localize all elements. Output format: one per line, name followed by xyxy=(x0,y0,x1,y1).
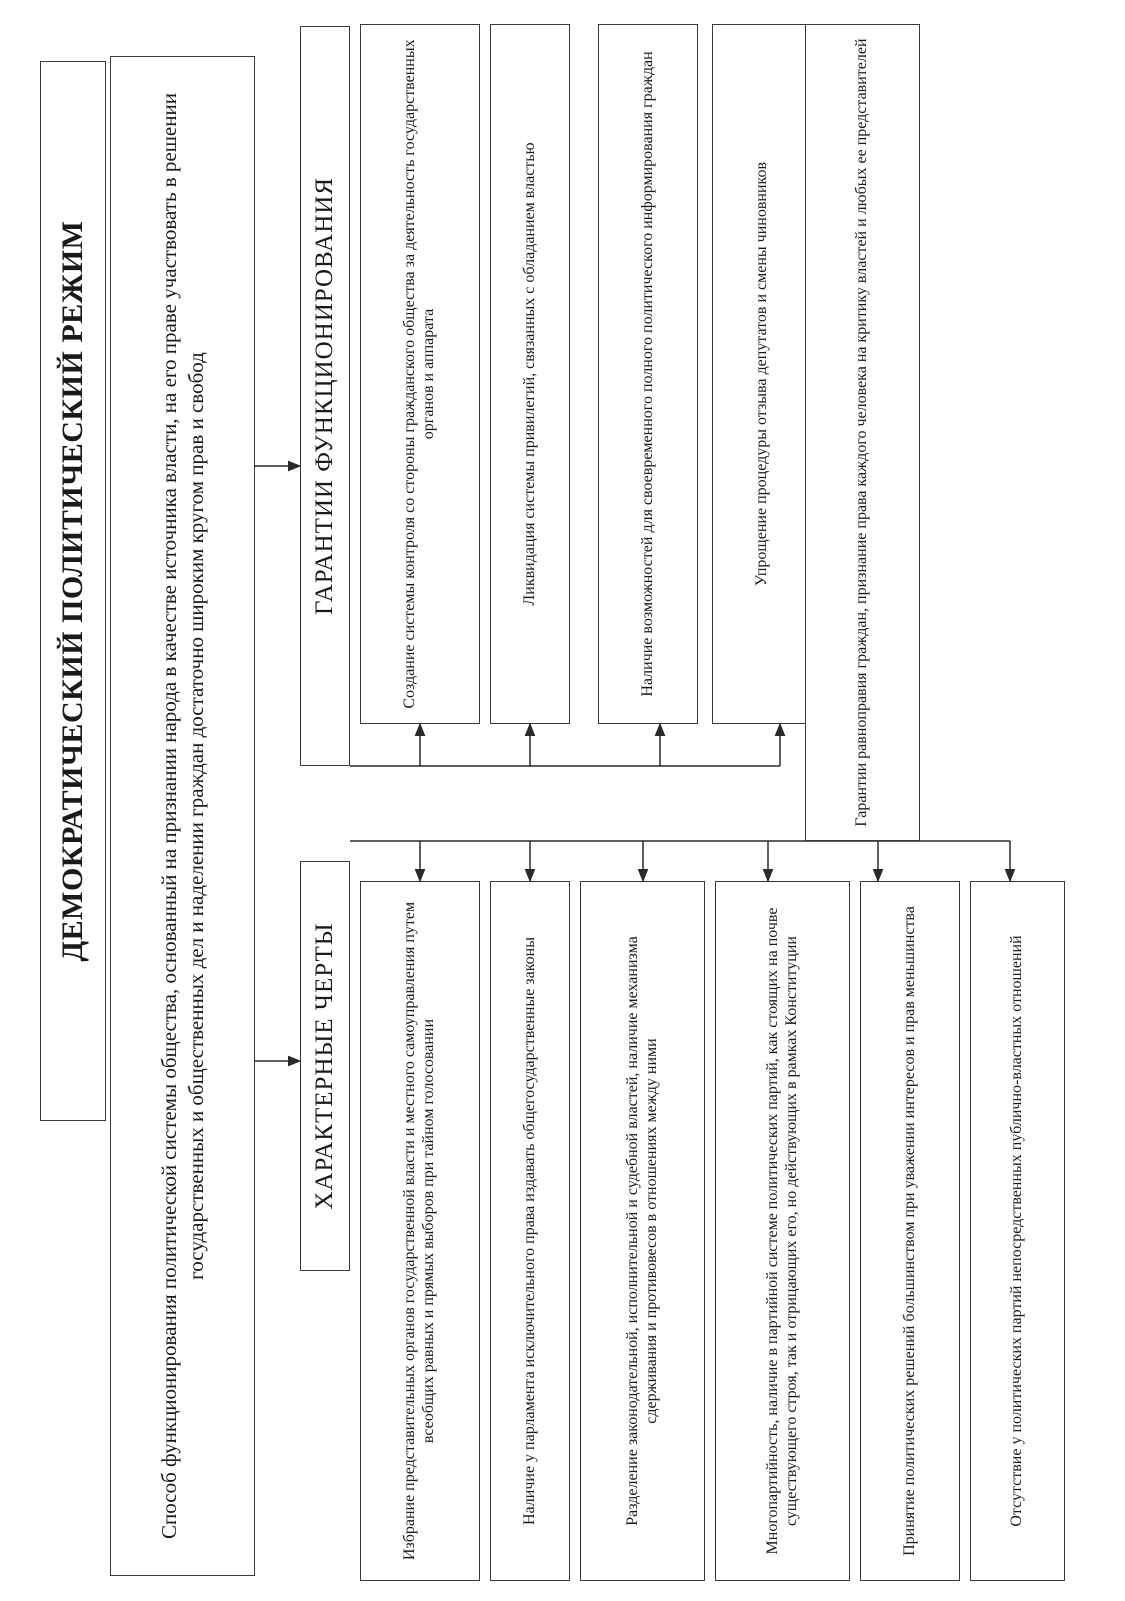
guarantee-item xyxy=(805,24,920,841)
guarantee-item xyxy=(490,24,570,724)
feature-text: Отсутствие у политических партий непосредственных публично-властных отношений xyxy=(1008,935,1026,1527)
feature-item xyxy=(715,881,850,1581)
feature-item xyxy=(970,881,1065,1581)
guarantee-text: Создание системы контроля со стороны гражданского общества за деятельность государственных органов и аппарата xyxy=(401,39,437,709)
guarantee-text: Ликвидация системы привилегий, связанных с обладанием властью xyxy=(520,142,538,606)
guarantees-heading: ГАРАНТИИ ФУНКЦИОНИРОВАНИЯ xyxy=(300,26,350,766)
definition-box xyxy=(110,56,255,1576)
definition-text: Способ функционирования политической системы общества, основанный на признании народа в качестве источника власти, на его праве участвовать в решении государственных и общественных дел и наделении граждан достаточно широким кругом прав и свобод xyxy=(157,93,208,1539)
features-heading: ХАРАКТЕРНЫЕ ЧЕРТЫ xyxy=(300,861,350,1271)
guarantee-text: Гарантии равноправия граждан, признание права каждого человека на критику властей и любых ее представителей xyxy=(853,38,871,827)
feature-text: Принятие политических решений большинством при уважении интересов и прав меньшинства xyxy=(900,906,918,1556)
feature-item xyxy=(360,881,480,1581)
feature-item xyxy=(490,881,570,1581)
feature-item xyxy=(860,881,960,1581)
feature-item xyxy=(580,881,705,1581)
feature-text: Разделение законодательной, исполнительной и судебной властей, наличие механизма сдерживания и противовесов в отношениях между ними xyxy=(623,936,660,1526)
guarantee-text: Упрощение процедуры отзыва депутатов и смены чиновников xyxy=(752,161,770,587)
guarantee-item xyxy=(598,24,698,724)
guarantee-item xyxy=(360,24,480,724)
feature-text: Избрание представительных органов государственной власти и местного самоуправления путем всеобщих равных и прямых выборов при тайном голосовании xyxy=(401,901,437,1561)
guarantee-item xyxy=(712,24,812,724)
feature-text: Многопартийность, наличие в партийной системе политических партий, как стоящих на почве существующего строя, так и отрицающих его, но действующих в рамках Конституции xyxy=(763,907,800,1555)
guarantee-text: Наличие возможностей для своевременного полного политического информирования граждан xyxy=(638,51,656,697)
page-title: ДЕМОКРАТИЧЕСКИЙ ПОЛИТИЧЕСКИЙ РЕЖИМ xyxy=(40,61,106,1121)
feature-text: Наличие у парламента исключительного права издавать общегосударственные законы xyxy=(520,937,538,1525)
